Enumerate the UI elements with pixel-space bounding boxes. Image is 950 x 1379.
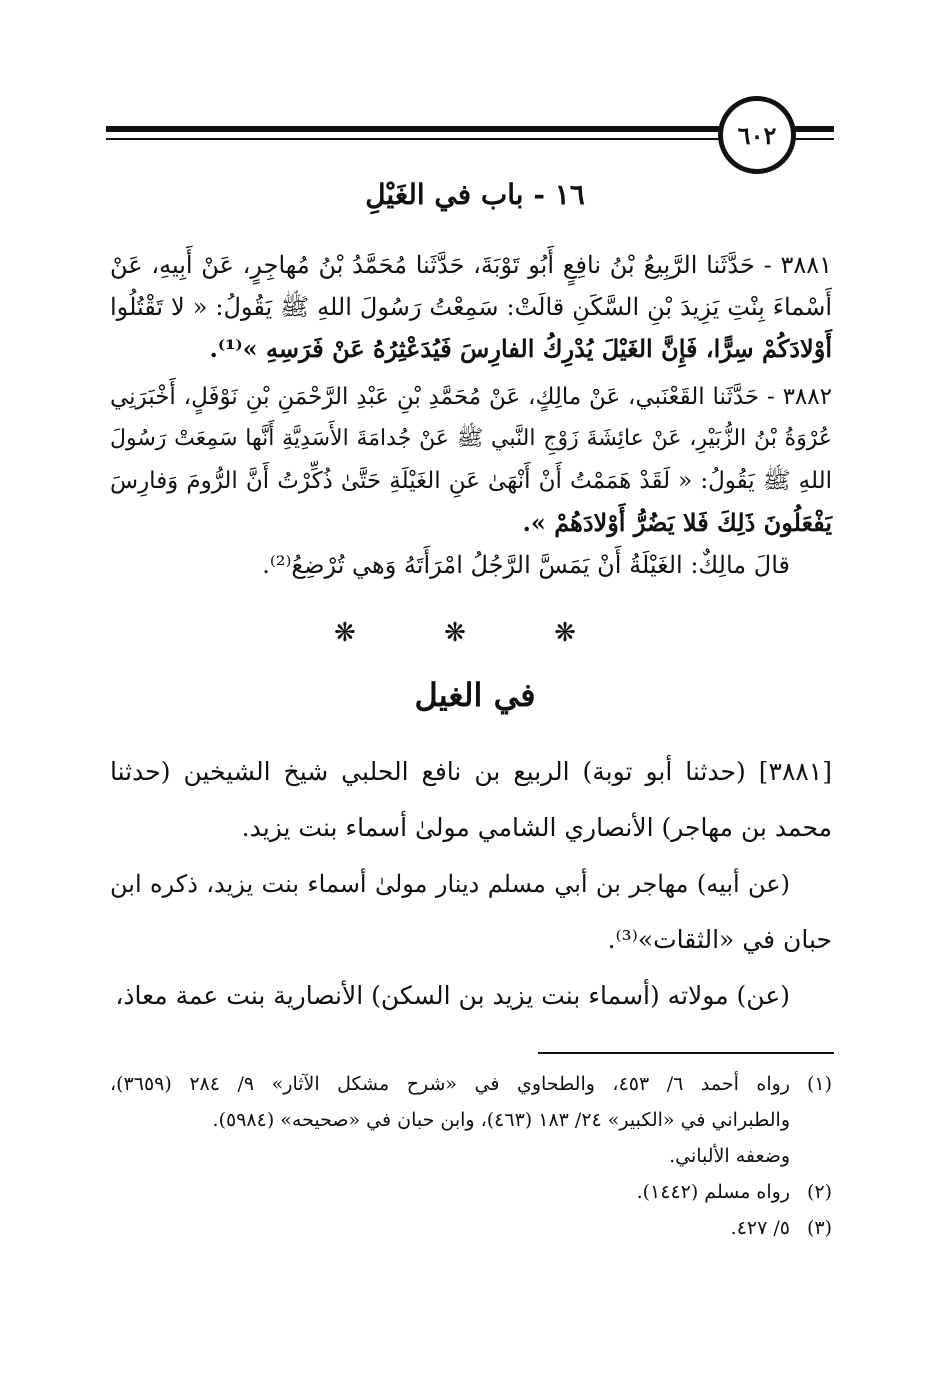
footnote-1-cont: والطبراني في «الكبير» ٢٤/ ١٨٣ (٤٦٣)، وابن حبان في «صحيحه» (٥٩٨٤). bbox=[212, 1109, 790, 1131]
footnote-text: رواه مسلم (١٤٤٢). bbox=[636, 1181, 790, 1203]
footnote-separator bbox=[538, 1052, 834, 1054]
commentary-line: (عن أبيه) مهاجر بن أبي مسلم دينار مولىٰ أسماء بنت يزيد، ذكره ابن bbox=[110, 870, 790, 898]
hadith-3881 bbox=[110, 244, 832, 370]
header-rule bbox=[106, 126, 722, 132]
section-divider-stars: ❋ ❋ ❋ bbox=[334, 618, 616, 648]
hadith-line: أَسْماءَ بِنْتِ يَزِيدَ بْنِ السَّكَنِ قالَتْ: سَمِعْتُ رَسُولَ اللهِ ﷺ يَقُولُ: « لا تَقْتُلُوا bbox=[110, 293, 832, 321]
footnote-1-cont: وضعفه الألباني. bbox=[669, 1145, 790, 1167]
commentary-line: [٣٨٨١] (حدثنا أبو توبة) الربيع بن نافع الحلبي شيخ الشيخين (حدثنا bbox=[110, 757, 832, 786]
section-title: في الغيل bbox=[414, 676, 536, 714]
commentary-line: حبان في «الثقات»⁽³⁾. bbox=[607, 925, 832, 954]
header-rule-right bbox=[790, 126, 834, 132]
chapter-title: ١٦ - باب في الغَيْلِ bbox=[365, 178, 585, 211]
footnote-3 bbox=[110, 1210, 832, 1246]
footnote-number: (٣) bbox=[806, 1217, 832, 1239]
page-number: ٦٠٢ bbox=[718, 96, 796, 174]
footnote-number: (١) bbox=[806, 1073, 832, 1095]
hadith-line: عُرْوَةُ بْنُ الزُّبَيْرِ، عَنْ عائِشَةَ زَوْجِ النَّبي ﷺ عَنْ جُدامَةَ الأَسَدِيَّةِ أَنَّها سَمِعَتْ رَسُولَ bbox=[110, 426, 832, 451]
footnote-2 bbox=[110, 1174, 832, 1210]
footnote-text: رواه أحمد ٦/ ٤٥٣، والطحاوي في «شرح مشكل الآثار» ٩/ ٢٨٤ (٣٦٥٩)، bbox=[110, 1073, 790, 1095]
commentary-line: محمد بن مهاجر) الأنصاري الشامي مولىٰ أسماء بنت يزيد. bbox=[241, 813, 832, 842]
hadith-matn-line: أَوْلادَكُمْ سِرًّا، فَإِنَّ الغَيْلَ يُدْرِكُ الفارِسَ فَيُدَعْثِرُهُ عَنْ فَرَسِهِ »⁽¹⁾. bbox=[209, 334, 832, 363]
hadith-3882 bbox=[110, 376, 832, 586]
footnote-text: ٥/ ٤٢٧. bbox=[730, 1217, 790, 1239]
hadith-matn-line: يَفْعَلُونَ ذَلِكَ فَلا يَضُرُّ أَوْلادَهُمْ ». bbox=[522, 508, 832, 537]
hadith-line: ٣٨٨٢ - حَدَّثَنا القَعْنَبي، عَنْ مالِكٍ، عَنْ مُحَمَّدِ بْنِ عَبْدِ الرَّحْمَنِ بْنِ نَوْفَلٍ، أَخْبَرَنِي bbox=[110, 384, 832, 410]
footnote-1 bbox=[110, 1066, 832, 1102]
commentary-line: (عن) مولاته (أسماء بنت يزيد بن السكن) الأنصارية بنت عمة معاذ، bbox=[115, 981, 790, 1010]
hadith-line: اللهِ ﷺ يَقُولُ: « لَقَدْ هَمَمْتُ أَنْ أَنْهَىٰ عَنِ الغَيْلَةِ حَتَّىٰ ذُكِّرْتُ أَنَّ الرُّومَ وَفارِسَ bbox=[110, 468, 832, 494]
footnote-number: (٢) bbox=[806, 1181, 832, 1203]
footnotes bbox=[110, 1066, 832, 1246]
commentary bbox=[110, 744, 832, 1024]
malik-note: قالَ مالِكٌ: الغَيْلَةُ أَنْ يَمَسَّ الرَّجُلُ امْرَأَتَهُ وَهي تُرْضِعُ⁽²⁾. bbox=[262, 551, 790, 579]
header-rule-thin bbox=[106, 138, 722, 140]
hadith-line: ٣٨٨١ - حَدَّثَنا الرَّبِيعُ بْنُ نافِعٍ أَبُو تَوْبَةَ، حَدَّثَنا مُحَمَّدُ بْنُ مُهاجِرٍ، عَنْ أَبِيهِ، عَنْ bbox=[110, 251, 832, 279]
header-rule-right-thin bbox=[790, 138, 834, 140]
